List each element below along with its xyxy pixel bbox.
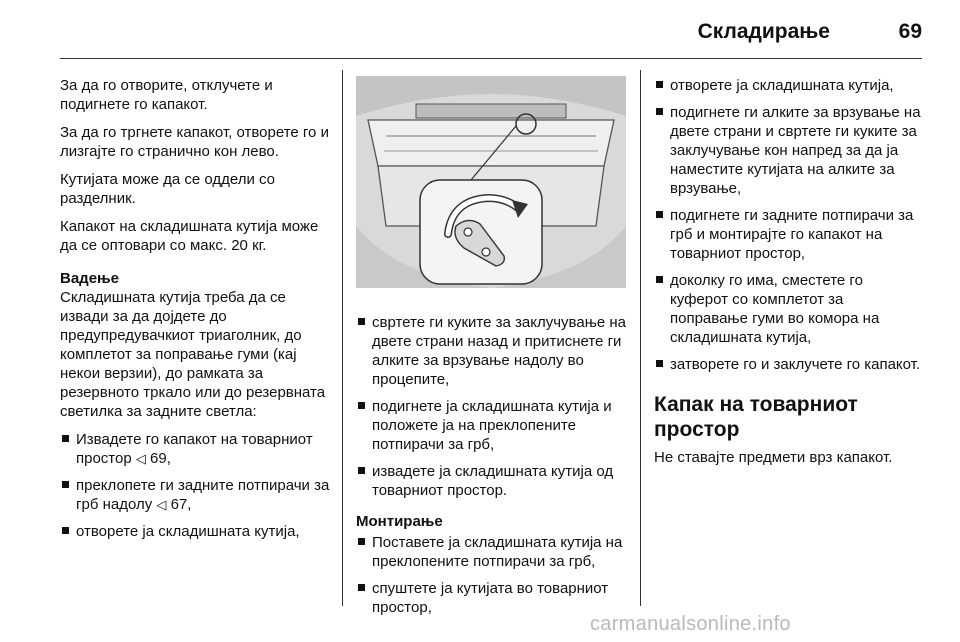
list-item: спуштете ја кутијата во товарниот простор, bbox=[356, 579, 626, 617]
column-3 bbox=[654, 76, 924, 476]
paragraph: Капакот на складишната кутија може да се оптовари со макс. 20 кг. bbox=[60, 218, 319, 254]
list-item: подигнете ја складишната кутија и положете ја на преклопените потпирачи за грб, bbox=[356, 397, 626, 454]
watermark: carmanualsonline.info bbox=[590, 613, 791, 635]
page-number: 69 bbox=[898, 20, 922, 43]
paragraph: За да го отворите, отклучете и подигнете го капакот. bbox=[60, 77, 273, 113]
list-item-text: Извадете го капакот на товарниот простор bbox=[76, 431, 313, 467]
header-rule bbox=[60, 58, 922, 59]
list-item bbox=[60, 522, 330, 541]
bullet-list bbox=[356, 533, 626, 617]
paragraph: Кутијата може да се оддели со разделник. bbox=[60, 171, 276, 207]
section-title: Складирање bbox=[697, 20, 830, 43]
list-item-text: отворете ја складишната кутија, bbox=[76, 523, 300, 540]
bullet-list bbox=[356, 313, 626, 500]
column-1 bbox=[60, 76, 330, 549]
subheading-installation: Монтирање bbox=[356, 513, 443, 530]
list-item: подигнете ги задните потпирачи за грб и монтирајте го капакот на товарниот простор, bbox=[654, 206, 924, 263]
paragraph: Не ставајте предмети врз капакот. bbox=[654, 449, 893, 466]
page-ref-link[interactable]: 69, bbox=[150, 450, 171, 467]
page-ref-arrow-icon[interactable]: ◁ bbox=[156, 497, 167, 512]
list-item: Поставете ја складишната кутија на преклопените потпирачи за грб, bbox=[356, 533, 626, 571]
paragraph: За да го тргнете капакот, отворете го и лизгајте го странично кон лево. bbox=[60, 124, 329, 160]
list-item: отворете ја складишната кутија, bbox=[654, 76, 924, 95]
list-item: подигнете ги алките за врзување на двете страни и свртете ги куките за заклучување кон напред за да ја наместите кутијата на алките за врзување, bbox=[654, 103, 924, 198]
paragraph: Складишната кутија треба да се извади за да дојдете до предупредувачкиот триаголник, до комплетот за поправање гуми (кај некои верзии), до рамката за резервното тркало или до резервната светилка за задните светла: bbox=[60, 289, 326, 420]
storage-box-illustration bbox=[356, 76, 626, 288]
column-2 bbox=[356, 76, 626, 625]
list-item: доколку го има, сместете го куферот со комплетот за поправање гуми во комора на складишната кутија, bbox=[654, 271, 924, 347]
list-item bbox=[60, 430, 330, 468]
page-ref-arrow-icon[interactable]: ◁ bbox=[135, 451, 146, 466]
column-divider-2 bbox=[640, 70, 641, 606]
column-divider-1 bbox=[342, 70, 343, 606]
list-item-text: преклопете ги задните потпирачи за грб надолу bbox=[76, 477, 330, 513]
subheading-removal: Вадење bbox=[60, 270, 119, 287]
page-ref-link[interactable]: 67, bbox=[170, 496, 192, 513]
list-item: извадете ја складишната кутија од товарниот простор. bbox=[356, 462, 626, 500]
list-item bbox=[60, 476, 330, 514]
bullet-list bbox=[654, 76, 924, 374]
list-item: свртете ги куките за заклучување на двете страни назад и притиснете ги алките за врзување надолу во процепите, bbox=[356, 313, 626, 389]
page-header bbox=[0, 0, 960, 62]
bullet-list bbox=[60, 430, 330, 541]
section-heading: Капак на товарниот простор bbox=[654, 393, 858, 441]
list-item: затворете го и заклучете го капакот. bbox=[654, 355, 924, 374]
